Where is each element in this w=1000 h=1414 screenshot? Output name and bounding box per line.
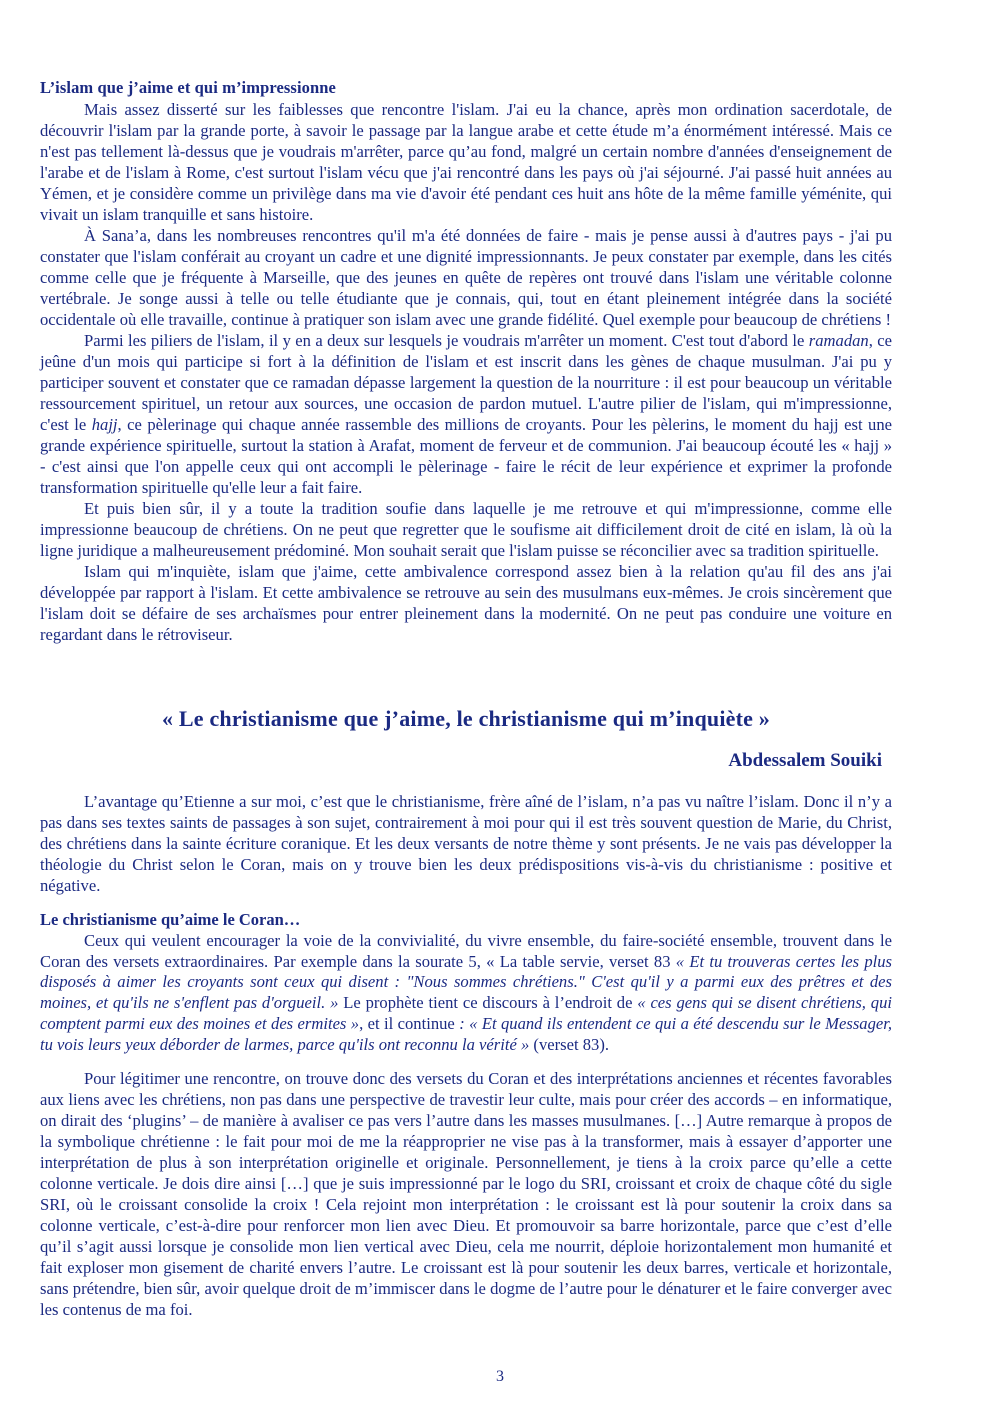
paragraph-text: Ceux qui veulent encourager la voie de la convivialité, du vivre ensemble, du faire-société ensemble, trouvent dans le Coran des versets extraordinaires. Par exemple dans la sourate 5, « La table servie, verset 83 <box>40 930 892 971</box>
quote-messager: : « Et quand ils entendent ce qui a été descendu sur le Messager, tu vois leurs yeux déborder de larmes, parce qu'ils ont reconnu la vérité » <box>40 1014 893 1055</box>
emphasis-ramadan: ramadan <box>808 330 869 350</box>
article-title: « Le christianisme que j’aime, le christianisme qui m’inquiète » <box>162 705 770 731</box>
paragraph-text: , ce jeûne d'un mois qui participe si fort à la définition de l'islam et est inscrit dans les gènes de chaque musulman. J'ai pu y participer souvent et constater que ce ramadan dépasse largement la question de la nourriture : il est pour beaucoup un véritable ressourcement spirituel, un retour aux sources, une occasion de pardon mutuel. L'autre pilier de l'islam, qui m'impressionne, c'est le <box>40 330 893 434</box>
paragraph-text: Parmi les piliers de l'islam, il y en a deux sur lesquels je voudrais m'arrêter un moment. C'est tout d'abord le <box>84 330 809 350</box>
page-number: 3 <box>496 1368 504 1385</box>
emphasis-hajj: hajj <box>91 414 118 434</box>
paragraph <box>40 931 892 1057</box>
paragraph <box>40 331 892 499</box>
paragraph: Pour légitimer une rencontre, on trouve donc des versets du Coran et des interprétations anciennes et récentes favorables aux liens avec les chrétiens, non pas dans une perspective de travestir leur culte, mais pour créer des accords – en informatique, on dirait des ‘plugins’ – de manière à avaliser ce pas vers l’autre dans les masses musulmanes. […] Autre remarque à propos de la symbolique chrétienne : le fait pour moi de me la réapproprier ne vise pas à la transformer, mais à essayer d’apporter une interprétation de plus à son interprétation originelle et originale. Personnellement, je tiens à la croix parce qu’elle a cette colonne verticale. Je dois dire ainsi […] que je suis impressionné par le logo du SRI, croissant et croix de chaque côté du sigle SRI, où le croissant consolide la croix ! Cela rejoint mon interprétation : le croissant est là pour soutenir la croix dans sa colonne verticale, c’est-à-dire pour renforcer mon lien avec Dieu. Et promouvoir sa barre horizontale, parce que c’est d’elle qu’il s’agit aussi lorsque je consolide mon lien vertical avec Dieu, cela me nourrit, déploie horizontalement mon humanité et fait exploser mon gisement de charité envers l’autre. Le croissant est là pour soutenir les deux barres, verticale et horizontale, sans prétendre, bien sûr, avoir quelque droit de m’immiscer dans le dogme de l’autre pour le dénaturer et le faire converger avec les contenus de ma foi. <box>40 1069 892 1320</box>
paragraph-text: (verset 83). <box>529 1035 609 1055</box>
paragraph: À Sana’a, dans les nombreuses rencontres qu'il m'a été données de faire - mais je pense aussi à d'autres pays - j'ai pu constater que l'islam conférait au croyant un cadre et une dignité impressionnants. Je peux constater par exemple, dans les cités comme celle que je fréquente à Marseille, que des jeunes en quête de repères ont trouvé dans l'islam une véritable colonne vertébrale. Je songe aussi à telle ou telle étudiante que je connais, qui, tout en étant pleinement intégrée dans la société occidentale où elle travaille, continue à pratiquer son islam avec une grande fidélité. Quel exemple pour beaucoup de chrétiens ! <box>40 225 892 329</box>
paragraph: L’avantage qu’Etienne a sur moi, c’est que le christianisme, frère aîné de l’islam, n’a pas vu naître l’islam. Donc il n’y a pas dans ses textes saints de passages à son sujet, contrairement à moi pour qui il est très souvent question de Marie, du Christ, des chrétiens dans la sainte écriture coranique. Et les deux versants de notre thème y sont présents. Je ne vais pas développer la théologie du Christ selon le Coran, mais on y trouve bien les deux prédispositions vis-à-vis du christianisme : positive et négative. <box>40 791 892 895</box>
article-title-block <box>40 680 892 732</box>
article-author: Abdessalem Souiki <box>728 749 882 771</box>
page-content <box>40 78 892 1321</box>
paragraph-text: Le prophète tient ce discours à l’endroit de <box>338 993 638 1013</box>
paragraph-text: , ce pèlerinage qui chaque année rassemble des millions de croyants. Pour les pèlerins, le moment du hajj est une grande expérience spirituelle, surtout la station à Arafat, moment de ferveur et de communion. J'ai beaucoup écouté les « hajj » - c'est ainsi que l'on appelle ceux qui ont accompli le pèlerinage - faire le récit de leur expérience et exprimer la profonde transformation spirituelle qu'elle leur a fait faire. <box>40 414 892 497</box>
quote-gens-chretiens: « ces gens qui se disent chrétiens, qui comptent parmi eux des moines et des ermites » <box>40 993 892 1034</box>
section-heading-islam: L’islam que j’aime et qui m’impressionne <box>40 78 336 97</box>
subheading-christianisme-coran: Le christianisme qu’aime le Coran… <box>40 909 301 929</box>
paragraph: Et puis bien sûr, il y a toute la tradition soufie dans laquelle je me retrouve et qui m'impressionne, comme elle impressionne beaucoup de chrétiens. On ne peut que regretter que le soufisme ait difficilement droit de cité en islam, là où la ligne juridique a malheureusement prédominé. Mon souhait serait que l'islam puisse se réconcilier avec sa tradition spirituelle. <box>40 498 892 560</box>
paragraph: Mais assez disserté sur les faiblesses que rencontre l'islam. J'ai eu la chance, après mon ordination sacerdotale, de découvrir l'islam par la grande porte, à savoir le passage par la langue arabe et cette étude m’a énormément intéressé. Mais ce n'est pas tellement là-dessus que je voudrais m'arrêter, parce qu’au fond, malgré un certain nombre d'années d'enseignement de l'arabe et de l'islam à Rome, c'est surtout l'islam vécu que j'ai rencontré dans les pays où j'ai séjourné. J'ai passé huit années au Yémen, et je considère comme un privilège dans ma vie d'avoir été pendant ces huit ans hôte de la même famille yéménite, qui vivait un islam tranquille et sans histoire. <box>40 100 892 224</box>
paragraph-text: , et il continue <box>359 1014 460 1034</box>
quote-verse-83: « Et tu trouveras certes les plus disposés à aimer les croyants sont ceux qui disent : "Nous sommes chrétiens." C'est qu'il y a parmi eux des prêtres et des moines, et qu'ils ne s'enflent pas d'orgueil. » <box>40 951 893 1013</box>
paragraph: Islam qui m'inquiète, islam que j'aime, cette ambivalence correspond assez bien à la relation qu'au fil des ans j'ai développée par rapport à l'islam. Et cette ambivalence se retrouve au sein des musulmans eux-mêmes. Je crois sincèrement que l'islam doit se défaire de ses archaïsmes pour entrer pleinement dans la modernité. On ne peut pas conduire une voiture en regardant dans le rétroviseur. <box>40 561 892 644</box>
